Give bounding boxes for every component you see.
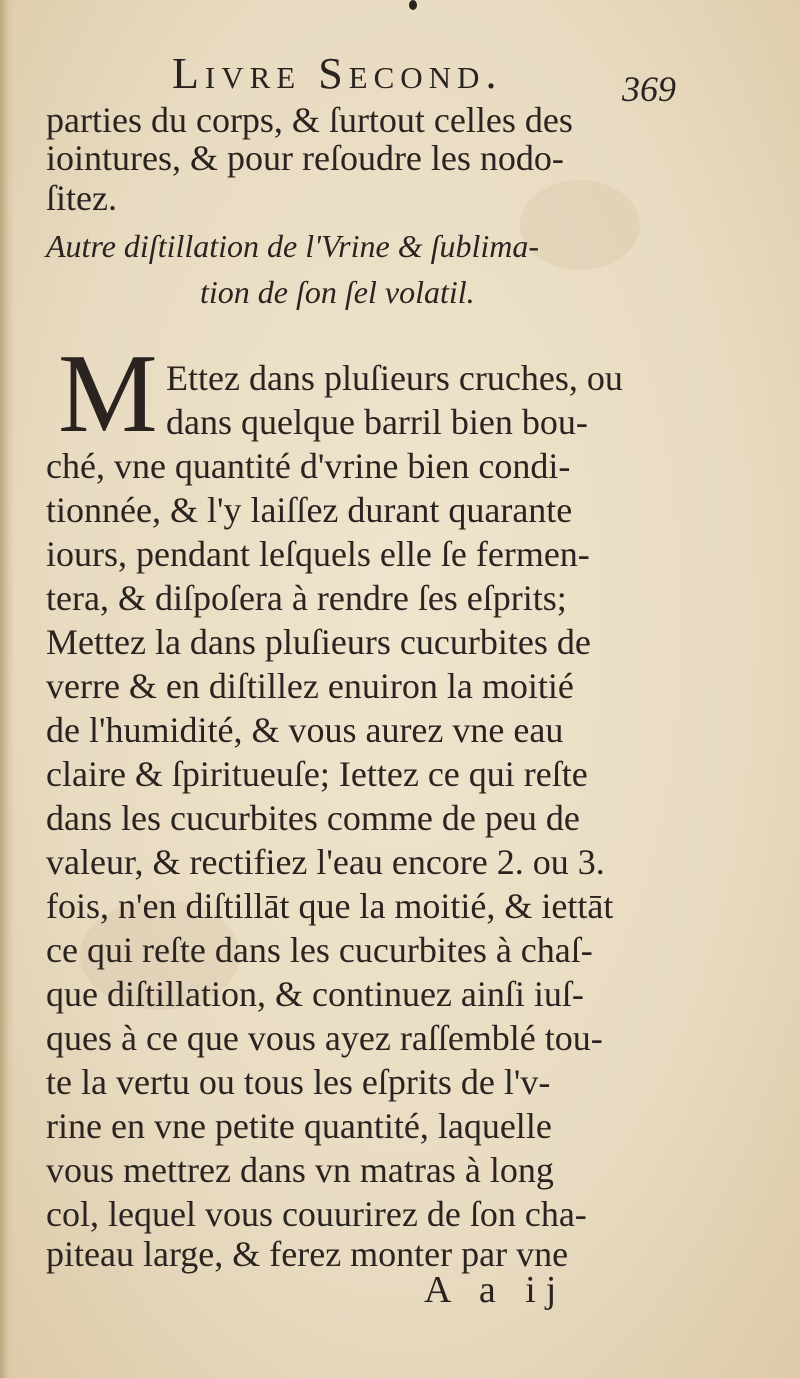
- text-line: de l'humidité, & vous aurez vne eau: [46, 710, 564, 750]
- text-line: iours, pendant leſquels elle ſe fermen-: [46, 534, 590, 574]
- text-line: dans quelque barril bien bou-: [166, 402, 588, 442]
- text-line: valeur, & rectifiez l'eau encore 2. ou 3.: [46, 842, 605, 882]
- page-header: [172, 48, 712, 109]
- section-title-line: Autre diſtillation de l'Vrine & ſublima-: [46, 228, 540, 264]
- text-line: Mettez la dans pluſieurs cucurbites de: [46, 622, 591, 662]
- text-line: tionnée, & l'y laiſſez durant quarante: [46, 490, 573, 530]
- text-line: ce qui reſte dans les cucurbites à chaſ-: [46, 930, 593, 970]
- text-line: dans les cucurbites comme de peu de: [46, 798, 580, 838]
- text-line: vous mettrez dans vn matras à long: [46, 1150, 554, 1190]
- text-line: te la vertu ou tous les eſprits de l'v-: [46, 1062, 551, 1102]
- text-line: que diſtillation, & continuez ainſi iuſ-: [46, 974, 584, 1014]
- text-line: ques à ce que vous ayez raſſemblé tou-: [46, 1018, 603, 1058]
- text-line: rine en vne petite quantité, laquelle: [46, 1106, 552, 1146]
- text-line: tera, & diſpoſera à rendre ſes eſprits;: [46, 578, 567, 618]
- text-line: verre & en diſtillez enuiron la moitié: [46, 666, 574, 706]
- text-line: Ettez dans pluſieurs cruches, ou: [166, 358, 623, 398]
- text-line: iointures, & pour reſoudre les nodo-: [46, 138, 564, 178]
- section-title-line: tion de ſon ſel volatil.: [200, 274, 475, 310]
- text-line: ſitez.: [46, 178, 117, 218]
- text-line: parties du corps, & ſurtout celles des: [46, 100, 573, 140]
- running-head: Livre Second.: [172, 49, 503, 98]
- catchword-signature: A a ij: [424, 1269, 567, 1311]
- text-line: piteau large, & ferez monter par vne: [46, 1234, 569, 1274]
- ink-dot: [409, 0, 417, 10]
- page-number: 369: [622, 69, 676, 109]
- text-line: col, lequel vous couurirez de ſon cha-: [46, 1194, 587, 1234]
- drop-cap: M: [58, 332, 158, 456]
- text-line: fois, n'en diſtillāt que la moitié, & iettāt: [46, 886, 614, 926]
- text-line: ché, vne quantité d'vrine bien condi-: [46, 446, 571, 486]
- text-line: claire & ſpiritueuſe; Iettez ce qui reſte: [46, 754, 588, 794]
- page-spine-shadow: [0, 0, 14, 1378]
